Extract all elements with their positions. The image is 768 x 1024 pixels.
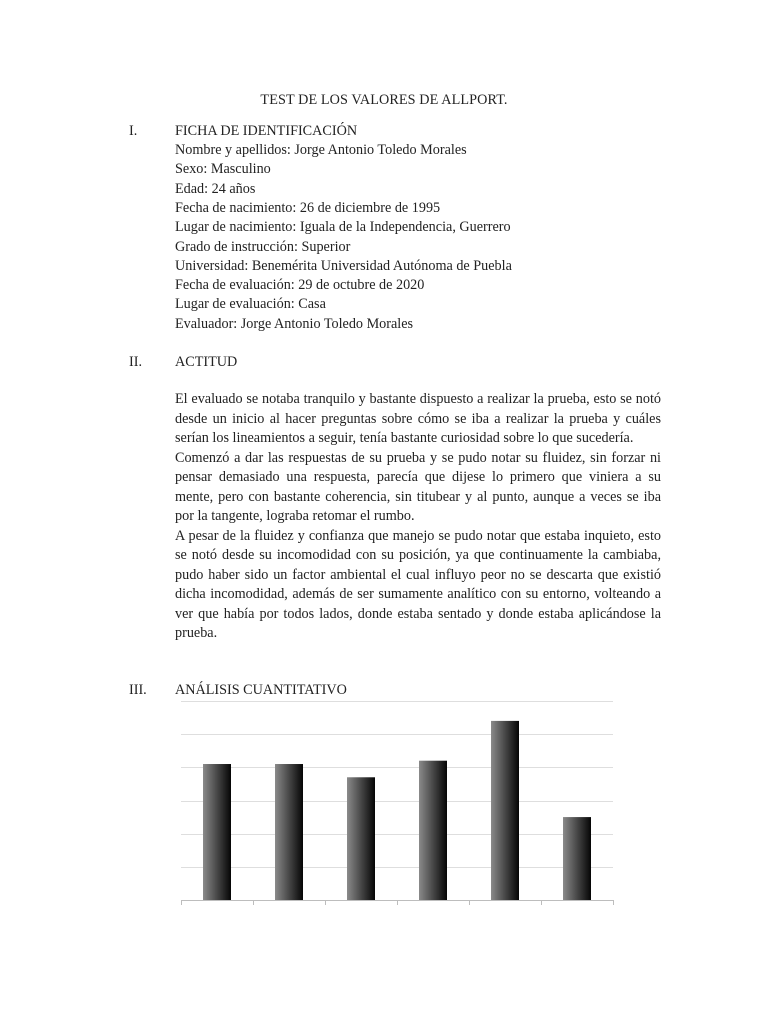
section-number-3: III. [129,682,147,698]
section-heading-identification: FICHA DE IDENTIFICACIÓN [175,123,358,139]
field-sex: Sexo: Masculino [175,161,271,177]
chart-bars [203,721,591,900]
field-age: Edad: 24 años [175,181,256,197]
section-number-2: II. [129,354,142,370]
chart-bar-4 [419,761,447,900]
chart-bar-1 [203,764,231,900]
bar-chart [177,699,617,909]
chart-gridlines [181,702,613,901]
document-title: TEST DE LOS VALORES DE ALLPORT. [260,92,508,108]
field-name: Nombre y apellidos: Jorge Antonio Toledo Morales [175,142,467,158]
section-heading-quantitative: ANÁLISIS CUANTITATIVO [175,682,347,698]
attitude-paragraph-3: A pesar de la fluidez y confianza que manejo se pudo notar que estaba inquieto, esto se notó desde su incomodidad con su posición, ya que continuamente la cambiaba, pudo haber sido un factor ambiental el cual influyo peor no se descarta que existió dicha incomodidad, además de ser sumamente analítico con su entorno, volteando a ver que había por todos lados, donde estaba sentado y donde estaba aplicándose la prueba. [175,527,661,641]
field-university: Universidad: Benemérita Universidad Autónoma de Puebla [175,258,512,274]
section-heading-attitude: ACTITUD [175,354,238,370]
section-number-1: I. [129,123,138,139]
attitude-paragraph-1: El evaluado se notaba tranquilo y bastante dispuesto a realizar la prueba, esto se notó desde un inicio al hacer preguntas sobre cómo se iba a realizar la prueba y cuáles serían los lineamientos a seguir, tenía bastante curiosidad sobre lo que sucedería. [175,391,661,446]
field-evaluation-place: Lugar de evaluación: Casa [175,296,326,312]
chart-bar-3 [347,777,375,900]
attitude-paragraph-2: Comenzó a dar las respuestas de su prueba y se pudo notar su fluidez, sin forzar ni pensar demasiado una respuesta, parecía que dijese lo primero que viniera a su mente, pero con bastante coherencia, sin titubear y al punto, aunque a veces se iba por la tangente, lograba retomar el rumbo. [175,449,661,524]
attitude-text [175,390,661,644]
chart-bar-6 [563,817,591,900]
chart-bar-5 [491,721,519,900]
chart-bar-2 [275,764,303,900]
field-evaluator: Evaluador: Jorge Antonio Toledo Morales [175,316,414,332]
field-birth-date: Fecha de nacimiento: 26 de diciembre de 1995 [175,200,441,216]
field-evaluation-date: Fecha de evaluación: 29 de octubre de 2020 [175,277,425,293]
field-education: Grado de instrucción: Superior [175,239,351,255]
field-birth-place: Lugar de nacimiento: Iguala de la Independencia, Guerrero [175,219,511,235]
